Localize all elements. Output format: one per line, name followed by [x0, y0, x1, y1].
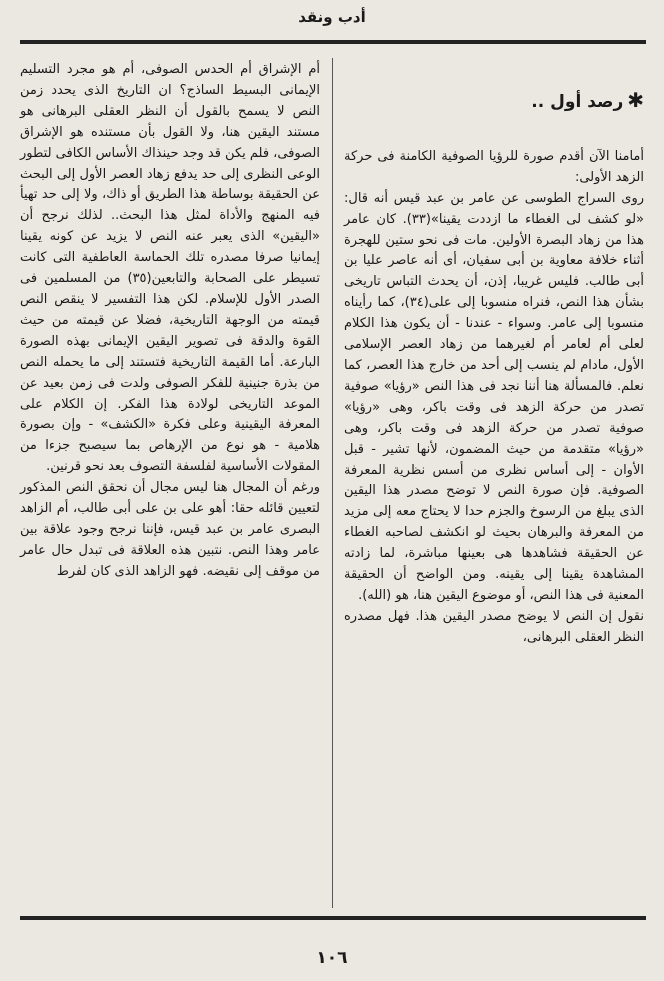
right-column [344, 60, 644, 649]
paragraph: نقول إن النص لا يوضح مصدر اليقين هذا. فهل مصدره النظر العقلى البرهانى، [344, 608, 644, 645]
section-title-text: رصد أول .. [531, 92, 624, 112]
section-title [344, 90, 644, 113]
page-number: ١٠٦ [316, 948, 348, 968]
asterisk-icon: ✱ [627, 88, 644, 112]
left-column [20, 60, 320, 583]
paragraph: أمامنا الآن أقدم صورة للرؤيا الصوفية الكامنة فى حركة الزهد الأولى: [344, 148, 644, 185]
paragraph: روى السراج الطوسى عن عامر بن عبد قيس أنه قال: «لو كشف لى الغطاء ما ازددت يقينا»(٣٣). كان عامر هذا من زهاد البصرة الأولين. مات فى نحو ستين للهجرة أثناء خلافة معاوية بن أبى سفيان، أى أنه عاصر عليا بن أبى طالب. فليس غريبا، إذن، أن يحدث التباس تاريخى بشأن هذا النص، فنراه منسوبا إلى على(٣٤)، كما رأيناه منسوبا إلى عامر. وسواء - عندنا - أن يكون هذا الكلام لعلى أم لعامر أم لغيرهما من زهاد العصر الإسلامى الأول، مادام لم ينسب إلى أحد من خارج هذا العصر، كما نعلم. فالمسألة هنا أننا نجد فى هذا النص «رؤيا» صوفية تصدر من حركة الزهد فى وقت باكر، وهى «رؤيا» صوفية تصدر من حركة الزهد فى وقت باكر، وهى «رؤيا» متقدمة من حيث المضمون، لأنها تشير - قبل الأوان - إلى أساس نظرى من أسس نظرية المعرفة الصوفية. فإن صورة النص لا توضح مصدر هذا اليقين الذى يبلغ من الرسوخ والجزم حدا لا يحتاج معه إلى مزيد من المعرفة والبرهان بحيث لو انكشف لصاحبه الغطاء عن الحقيقة فشاهدها هى بعينها مباشرة، لما زادته المشاهدة يقينا إلى يقينه. ومن الواضح أن الحقيقة المعنية فى هذا النص، أو موضوع اليقين هنا، هو (الله). [344, 190, 644, 603]
running-header: أدب ونقد [298, 8, 366, 26]
footer-rule [20, 916, 646, 920]
column-divider [332, 58, 333, 908]
paragraph: ورغم أن المجال هنا ليس مجال أن نحقق النص المذكور لتعيين قائله حقا: أهو على بن على أبى طالب، أم الزاهد البصرى عامر بن عبد قيس، فإننا نرجح وجود علاقة بين عامر وهذا النص. نتبين هذه العلاقة فى تبدل حال عامر من موقف إلى نقيضه. فهو الزاهد الذى كان لفرط [20, 480, 320, 579]
header-rule [20, 40, 646, 44]
paragraph: أم الإشراق أم الحدس الصوفى، أم هو مجرد التسليم الإيمانى البسيط الساذج؟ ان التاريخ الذى يحدد زمن النص لا يسمح بالقول أن النظر العقلى البرهانى هو مستند اليقين هنا، ولا القول بأن مستنده هو الإشراق الصوفى، فلم يكن قد وجد حينذاك الأساس الكافى لتطور الوعى النظرى إلى حد يدفع زهاد العصر الأول إلى البحث عن الحقيقة بوساطة هذا الطريق أو ذاك، ولا إلى حد تهيأ فيه المنهج والأداة لمثل هذا البحث.. لذلك نرجح أن «اليقين» الذى يعبر عنه النص لا يزيد عن كونه يقينا إيمانيا صرفا مصدره تلك الحماسة العاطفية التى كانت تسيطر على الصحابة والتابعين(٣٥) من المسلمين فى الصدر الأول للإسلام. لكن هذا التفسير لا ينقص النص قيمته من الوجهة التاريخية، فضلا عن قيمته من حيث القوة والدقة فى تصوير اليقين الإيمانى بهذه الصورة البارعة. أما القيمة التاريخية فتستند إلى ما يحمله النص من بذرة جنينية للفكر الصوفى ولدت فى زمن بعيد عن الموعد التاريخى لولادة هذا الفكر. إن الكلام على المعرفة اليقينية وعلى فكرة «الكشف» - وإن بصورة هلامية - هو نوع من الإرهاص بما سيصبح جزءا من المقولات الأساسية لفلسفة التصوف بعد نحو قرنين. [20, 62, 320, 475]
